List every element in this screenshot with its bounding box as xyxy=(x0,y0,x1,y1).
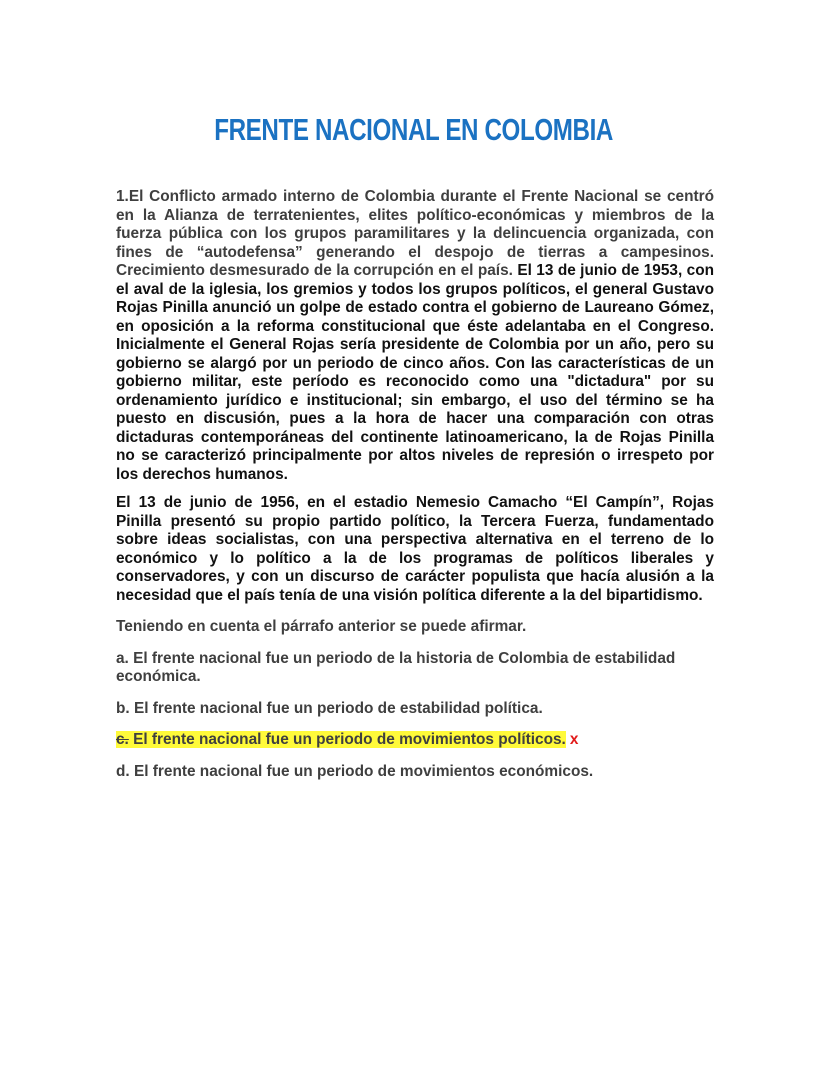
paragraph-2: El 13 de junio de 1956, en el estadio Nemesio Camacho “El Campín”, Rojas Pinilla presentó su propio partido político, la Tercera Fuerza, fundamentado sobre ideas socialistas, con una perspectiva alternativa en el terreno de lo económico y lo político a la de los programas de políticos liberales y conservadores, y con un discurso de carácter populista que hacía alusión a la necesidad que el país tenía de una visión política diferente a la del bipartidismo. xyxy=(116,494,714,604)
option-a: a. El frente nacional fue un periodo de la historia de Colombia de estabilidad económica. xyxy=(116,649,676,685)
document-body xyxy=(116,188,714,781)
paragraph-1-intro: 1.El Conflicto armado interno de Colombia durante el Frente Nacional se centró en la Alianza de terratenientes, elites político-económicas y miembros de la fuerza pública con los grupos paramilitares y la delincuencia organizada, con fines de “autodefensa” generando el despojo de tierras a campesinos. Crecimiento desmesurado de la corrupción en el país. xyxy=(116,188,714,279)
paragraph-1-body: El 13 de junio de 1953, con el aval de la iglesia, los gremios y todos los grupos políticos, el general Gustavo Rojas Pinilla anunció un golpe de estado contra el gobierno de Laureano Gómez, en oposición a la reforma constitucional que éste adelantaba en el Congreso. Inicialmente el General Rojas sería presidente de Colombia por un año, pero su gobierno se alargó por un periodo de cinco años. Con las características de un gobierno militar, este período es reconocido como una "dictadura" por su ordenamiento jurídico e institucional; sin embargo, el uso del término se ha puesto en discusión, pues a la hora de hacer una comparación con otras dictaduras contemporáneas del continente latinoamericano, la de Rojas Pinilla no se caracterizó principalmente por altos niveles de represión o irrespeto por los derechos humanos. xyxy=(116,262,714,483)
question-prompt: Teniendo en cuenta el párrafo anterior se puede afirmar. xyxy=(116,618,527,635)
option-c-letter: c. xyxy=(116,731,129,748)
page-title xyxy=(0,112,828,148)
option-c-highlight xyxy=(116,731,566,748)
wrong-answer-x-icon: x xyxy=(569,731,579,748)
option-b: b. El frente nacional fue un periodo de estabilidad política. xyxy=(116,699,543,717)
option-c-text: El frente nacional fue un periodo de movimientos políticos. xyxy=(128,731,566,748)
title-text: FRENTE NACIONAL EN COLOMBIA xyxy=(214,112,614,147)
option-d: d. El frente nacional fue un periodo de movimientos económicos. xyxy=(116,762,594,780)
option-c xyxy=(116,731,714,750)
paragraph-1 xyxy=(116,188,714,484)
